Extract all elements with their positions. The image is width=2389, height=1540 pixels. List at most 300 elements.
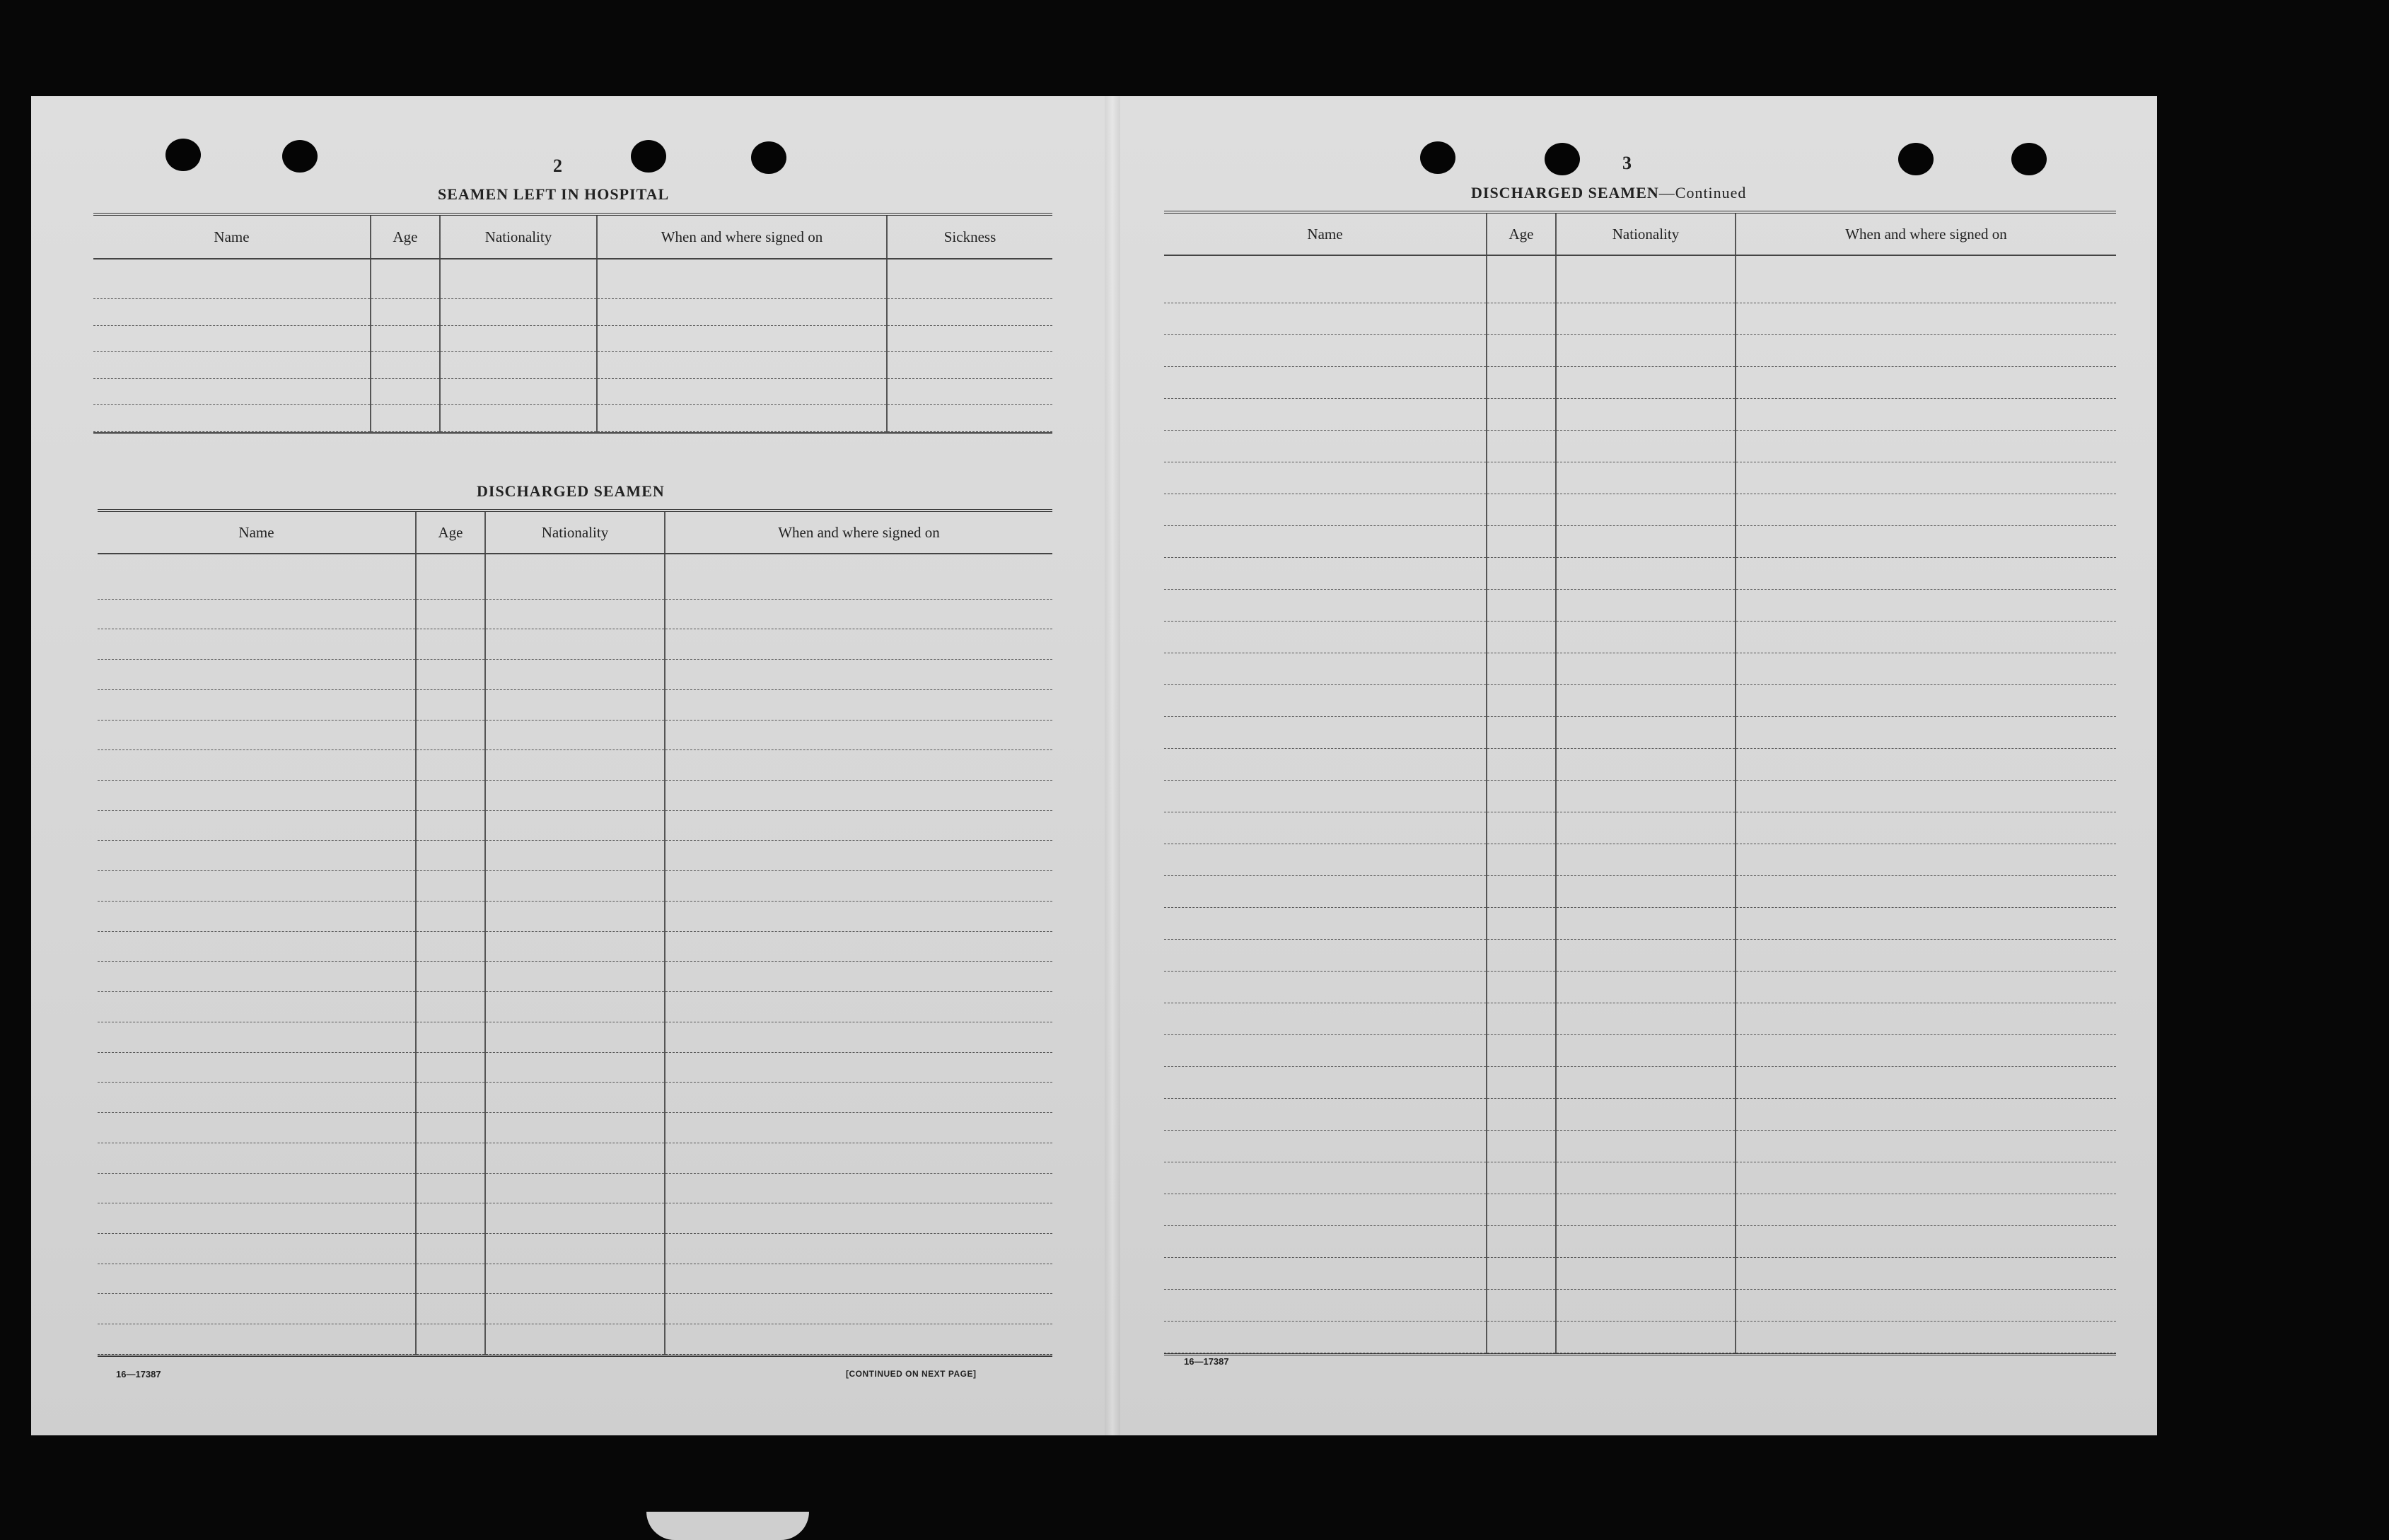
blank-cell[interactable] (1736, 1035, 2116, 1067)
blank-cell[interactable] (1556, 558, 1736, 590)
blank-cell[interactable] (416, 660, 485, 690)
blank-cell[interactable] (1736, 1290, 2116, 1322)
blank-cell[interactable] (485, 1234, 665, 1264)
blank-cell[interactable] (371, 352, 440, 379)
blank-cell[interactable] (1556, 1226, 1736, 1258)
blank-cell[interactable] (1487, 1035, 1556, 1067)
blank-cell[interactable] (1556, 844, 1736, 876)
blank-cell[interactable] (665, 962, 1052, 992)
blank-cell[interactable] (1736, 431, 2116, 462)
table-row (1164, 1290, 2116, 1322)
blank-cell[interactable] (371, 325, 440, 352)
blank-cell[interactable] (1487, 590, 1556, 622)
blank-cell[interactable] (1736, 399, 2116, 431)
column-header: Nationality (440, 216, 597, 259)
blank-cell[interactable] (416, 1234, 485, 1264)
blank-cell[interactable] (1736, 1194, 2116, 1226)
table-row (1164, 972, 2116, 1003)
blank-cell[interactable] (485, 962, 665, 992)
blank-cell[interactable] (98, 1052, 416, 1083)
blank-cell[interactable] (416, 1264, 485, 1294)
blank-cell[interactable] (98, 1264, 416, 1294)
blank-cell[interactable] (1556, 1290, 1736, 1322)
blank-cell[interactable] (1164, 1003, 1487, 1035)
blank-cell[interactable] (1487, 462, 1556, 494)
blank-cell[interactable] (1487, 335, 1556, 367)
blank-cell[interactable] (416, 1203, 485, 1234)
blank-cell[interactable] (1736, 1226, 2116, 1258)
blank-cell[interactable] (1164, 1226, 1487, 1258)
blank-cell[interactable] (93, 298, 371, 325)
blank-cell[interactable] (1736, 526, 2116, 558)
blank-cell[interactable] (1487, 431, 1556, 462)
table-row (98, 1324, 1052, 1355)
blank-cell[interactable] (1487, 1099, 1556, 1131)
blank-cell[interactable] (665, 1083, 1052, 1113)
blank-cell[interactable] (1736, 303, 2116, 335)
blank-cell[interactable] (485, 901, 665, 931)
table-row (98, 720, 1052, 750)
blank-cell[interactable] (1556, 1099, 1736, 1131)
blank-cell[interactable] (416, 931, 485, 962)
blank-cell[interactable] (1164, 558, 1487, 590)
blank-cell[interactable] (1556, 1162, 1736, 1194)
blank-cell[interactable] (1164, 431, 1487, 462)
blank-cell[interactable] (1487, 844, 1556, 876)
blank-cell[interactable] (665, 750, 1052, 781)
blank-cell[interactable] (93, 325, 371, 352)
blank-cell[interactable] (1736, 908, 2116, 940)
blank-cell[interactable] (371, 405, 440, 432)
blank-cell[interactable] (93, 259, 371, 298)
blank-cell[interactable] (440, 352, 597, 379)
blank-cell[interactable] (1736, 255, 2116, 303)
table-row (1164, 526, 2116, 558)
blank-cell[interactable] (665, 1203, 1052, 1234)
blank-cell[interactable] (597, 325, 887, 352)
blank-cell[interactable] (1487, 303, 1556, 335)
blank-cell[interactable] (1487, 908, 1556, 940)
blank-cell[interactable] (1556, 1322, 1736, 1353)
blank-cell[interactable] (98, 1022, 416, 1052)
blank-cell[interactable] (98, 901, 416, 931)
blank-cell[interactable] (1556, 908, 1736, 940)
blank-cell[interactable] (485, 1264, 665, 1294)
blank-cell[interactable] (665, 992, 1052, 1022)
blank-cell[interactable] (440, 325, 597, 352)
blank-cell[interactable] (485, 599, 665, 629)
blank-cell[interactable] (485, 750, 665, 781)
blank-cell[interactable] (1487, 1226, 1556, 1258)
blank-cell[interactable] (98, 660, 416, 690)
blank-cell[interactable] (665, 1294, 1052, 1324)
blank-cell[interactable] (1487, 1067, 1556, 1099)
blank-cell[interactable] (1487, 1131, 1556, 1162)
table-row (98, 901, 1052, 931)
blank-cell[interactable] (1164, 749, 1487, 781)
blank-cell[interactable] (485, 931, 665, 962)
blank-cell[interactable] (416, 1143, 485, 1173)
blank-cell[interactable] (485, 841, 665, 871)
blank-cell[interactable] (1164, 590, 1487, 622)
blank-cell[interactable] (1556, 526, 1736, 558)
table-row (1164, 255, 2116, 303)
blank-cell[interactable] (416, 962, 485, 992)
blank-cell[interactable] (1164, 1290, 1487, 1322)
blank-cell[interactable] (1556, 335, 1736, 367)
blank-cell[interactable] (1164, 494, 1487, 526)
blank-cell[interactable] (416, 871, 485, 902)
blank-cell[interactable] (1736, 462, 2116, 494)
blank-cell[interactable] (1556, 1131, 1736, 1162)
table-row (98, 660, 1052, 690)
blank-cell[interactable] (1556, 367, 1736, 399)
blank-cell[interactable] (887, 298, 1052, 325)
blank-cell[interactable] (1556, 431, 1736, 462)
blank-cell[interactable] (1736, 1099, 2116, 1131)
blank-cell[interactable] (665, 554, 1052, 599)
blank-cell[interactable] (1487, 399, 1556, 431)
table-row (1164, 1162, 2116, 1194)
blank-cell[interactable] (665, 871, 1052, 902)
blank-cell[interactable] (665, 841, 1052, 871)
blank-cell[interactable] (1164, 844, 1487, 876)
blank-cell[interactable] (1736, 685, 2116, 717)
blank-cell[interactable] (1164, 876, 1487, 908)
blank-cell[interactable] (440, 259, 597, 298)
table-row (98, 962, 1052, 992)
hospital-table (93, 213, 1052, 434)
table-row (98, 810, 1052, 841)
blank-cell[interactable] (98, 1143, 416, 1173)
blank-cell[interactable] (1736, 335, 2116, 367)
blank-cell[interactable] (665, 1324, 1052, 1355)
blank-cell[interactable] (98, 750, 416, 781)
blank-cell[interactable] (1556, 1258, 1736, 1290)
blank-cell[interactable] (98, 1083, 416, 1113)
blank-cell[interactable] (1736, 653, 2116, 685)
blank-cell[interactable] (1487, 1258, 1556, 1290)
blank-cell[interactable] (485, 1294, 665, 1324)
blank-cell[interactable] (1164, 972, 1487, 1003)
blank-cell[interactable] (98, 781, 416, 811)
blank-cell[interactable] (1487, 972, 1556, 1003)
blank-cell[interactable] (1164, 1194, 1487, 1226)
blank-cell[interactable] (665, 1143, 1052, 1173)
table-row (1164, 1067, 2116, 1099)
blank-cell[interactable] (597, 259, 887, 298)
blank-cell[interactable] (485, 689, 665, 720)
blank-cell[interactable] (416, 1113, 485, 1143)
blank-cell[interactable] (485, 554, 665, 599)
blank-cell[interactable] (485, 1324, 665, 1355)
blank-cell[interactable] (597, 298, 887, 325)
blank-cell[interactable] (1487, 1162, 1556, 1194)
blank-cell[interactable] (1164, 1258, 1487, 1290)
blank-cell[interactable] (485, 810, 665, 841)
blank-cell[interactable] (1556, 1194, 1736, 1226)
blank-cell[interactable] (1736, 1067, 2116, 1099)
blank-cell[interactable] (1487, 1290, 1556, 1322)
blank-cell[interactable] (887, 405, 1052, 432)
blank-cell[interactable] (1487, 685, 1556, 717)
blank-cell[interactable] (1487, 812, 1556, 844)
blank-cell[interactable] (416, 689, 485, 720)
blank-cell[interactable] (416, 1052, 485, 1083)
blank-cell[interactable] (98, 1203, 416, 1234)
blank-cell[interactable] (485, 1143, 665, 1173)
discharged-continued-title-main: DISCHARGED SEAMEN (1471, 184, 1659, 202)
continued-note: [CONTINUED ON NEXT PAGE] (846, 1369, 977, 1379)
blank-cell[interactable] (1164, 1035, 1487, 1067)
blank-cell[interactable] (1736, 844, 2116, 876)
blank-cell[interactable] (1487, 1322, 1556, 1353)
blank-cell[interactable] (1487, 622, 1556, 653)
blank-cell[interactable] (1736, 494, 2116, 526)
blank-cell[interactable] (1164, 622, 1487, 653)
blank-cell[interactable] (1736, 558, 2116, 590)
blank-cell[interactable] (93, 405, 371, 432)
blank-cell[interactable] (98, 554, 416, 599)
table-row (98, 689, 1052, 720)
blank-cell[interactable] (1736, 781, 2116, 812)
blank-cell[interactable] (485, 1173, 665, 1203)
blank-cell[interactable] (665, 599, 1052, 629)
blank-cell[interactable] (1487, 940, 1556, 972)
blank-cell[interactable] (98, 1113, 416, 1143)
blank-cell[interactable] (1164, 526, 1487, 558)
blank-cell[interactable] (665, 931, 1052, 962)
blank-cell[interactable] (1487, 749, 1556, 781)
blank-cell[interactable] (1487, 367, 1556, 399)
table-row (1164, 685, 2116, 717)
blank-cell[interactable] (665, 1173, 1052, 1203)
blank-cell[interactable] (1736, 622, 2116, 653)
blank-cell[interactable] (416, 750, 485, 781)
table-row (1164, 1035, 2116, 1067)
blank-cell[interactable] (485, 871, 665, 902)
blank-cell[interactable] (665, 629, 1052, 660)
blank-cell[interactable] (1164, 653, 1487, 685)
blank-cell[interactable] (98, 689, 416, 720)
blank-cell[interactable] (98, 629, 416, 660)
blank-cell[interactable] (665, 781, 1052, 811)
blank-cell[interactable] (416, 720, 485, 750)
blank-cell[interactable] (1736, 367, 2116, 399)
blank-cell[interactable] (1164, 717, 1487, 749)
blank-cell[interactable] (1556, 1003, 1736, 1035)
blank-cell[interactable] (1164, 367, 1487, 399)
blank-cell[interactable] (1164, 908, 1487, 940)
blank-cell[interactable] (1164, 1322, 1487, 1353)
table-row (1164, 303, 2116, 335)
blank-cell[interactable] (1164, 255, 1487, 303)
table-row (93, 325, 1052, 352)
blank-cell[interactable] (1736, 717, 2116, 749)
blank-cell[interactable] (1164, 1067, 1487, 1099)
blank-cell[interactable] (597, 378, 887, 405)
blank-cell[interactable] (1556, 876, 1736, 908)
blank-cell[interactable] (1556, 622, 1736, 653)
blank-cell[interactable] (1736, 1258, 2116, 1290)
blank-cell[interactable] (485, 781, 665, 811)
blank-cell[interactable] (1556, 303, 1736, 335)
blank-cell[interactable] (1736, 876, 2116, 908)
blank-cell[interactable] (416, 781, 485, 811)
blank-cell[interactable] (1556, 1067, 1736, 1099)
blank-cell[interactable] (485, 1203, 665, 1234)
blank-cell[interactable] (1556, 653, 1736, 685)
blank-cell[interactable] (1487, 717, 1556, 749)
blank-cell[interactable] (1736, 1003, 2116, 1035)
blank-cell[interactable] (93, 352, 371, 379)
blank-cell[interactable] (98, 962, 416, 992)
blank-cell[interactable] (1164, 335, 1487, 367)
blank-cell[interactable] (1164, 940, 1487, 972)
blank-cell[interactable] (485, 1083, 665, 1113)
blank-cell[interactable] (1487, 494, 1556, 526)
blank-cell[interactable] (485, 1022, 665, 1052)
blank-cell[interactable] (416, 1083, 485, 1113)
blank-cell[interactable] (485, 720, 665, 750)
blank-cell[interactable] (440, 378, 597, 405)
blank-cell[interactable] (98, 1324, 416, 1355)
blank-cell[interactable] (665, 660, 1052, 690)
blank-cell[interactable] (1736, 1162, 2116, 1194)
blank-cell[interactable] (1556, 685, 1736, 717)
blank-cell[interactable] (371, 259, 440, 298)
blank-cell[interactable] (98, 931, 416, 962)
blank-cell[interactable] (98, 720, 416, 750)
blank-cell[interactable] (440, 405, 597, 432)
blank-cell[interactable] (665, 1052, 1052, 1083)
blank-cell[interactable] (1487, 653, 1556, 685)
blank-cell[interactable] (665, 901, 1052, 931)
blank-cell[interactable] (416, 629, 485, 660)
blank-cell[interactable] (416, 1022, 485, 1052)
column-header: Age (371, 216, 440, 259)
blank-cell[interactable] (416, 841, 485, 871)
blank-cell[interactable] (485, 660, 665, 690)
blank-cell[interactable] (1556, 781, 1736, 812)
blank-cell[interactable] (1736, 590, 2116, 622)
blank-cell[interactable] (1164, 781, 1487, 812)
blank-cell[interactable] (887, 352, 1052, 379)
blank-cell[interactable] (1164, 303, 1487, 335)
blank-cell[interactable] (1736, 749, 2116, 781)
blank-cell[interactable] (1556, 590, 1736, 622)
blank-cell[interactable] (597, 405, 887, 432)
blank-cell[interactable] (1556, 717, 1736, 749)
blank-cell[interactable] (98, 1234, 416, 1264)
paper-tab (646, 1512, 809, 1540)
blank-cell[interactable] (1487, 526, 1556, 558)
blank-cell[interactable] (485, 1052, 665, 1083)
blank-cell[interactable] (1736, 940, 2116, 972)
blank-cell[interactable] (1556, 1035, 1736, 1067)
blank-cell[interactable] (98, 841, 416, 871)
blank-cell[interactable] (1164, 1131, 1487, 1162)
blank-cell[interactable] (416, 554, 485, 599)
column-header: Name (93, 216, 371, 259)
blank-cell[interactable] (440, 298, 597, 325)
blank-cell[interactable] (665, 1113, 1052, 1143)
blank-cell[interactable] (887, 259, 1052, 298)
blank-cell[interactable] (665, 689, 1052, 720)
blank-cell[interactable] (98, 810, 416, 841)
blank-cell[interactable] (1487, 558, 1556, 590)
page-fold (1105, 96, 1120, 1435)
blank-cell[interactable] (98, 992, 416, 1022)
discharged-continued-suffix: —Continued (1658, 184, 1747, 202)
blank-cell[interactable] (416, 1173, 485, 1203)
blank-cell[interactable] (1736, 1322, 2116, 1353)
blank-cell[interactable] (1164, 685, 1487, 717)
blank-cell[interactable] (98, 1294, 416, 1324)
blank-cell[interactable] (416, 1324, 485, 1355)
blank-cell[interactable] (416, 901, 485, 931)
blank-cell[interactable] (1556, 494, 1736, 526)
blank-cell[interactable] (1487, 1194, 1556, 1226)
blank-cell[interactable] (1487, 1003, 1556, 1035)
blank-cell[interactable] (416, 810, 485, 841)
table-row (98, 1203, 1052, 1234)
blank-cell[interactable] (1487, 255, 1556, 303)
blank-cell[interactable] (98, 1173, 416, 1203)
blank-cell[interactable] (416, 1294, 485, 1324)
blank-cell[interactable] (665, 1264, 1052, 1294)
blank-cell[interactable] (665, 1022, 1052, 1052)
blank-cell[interactable] (1556, 255, 1736, 303)
table-row (1164, 1194, 2116, 1226)
blank-cell[interactable] (1556, 940, 1736, 972)
blank-cell[interactable] (887, 378, 1052, 405)
blank-cell[interactable] (1164, 399, 1487, 431)
blank-cell[interactable] (665, 1234, 1052, 1264)
blank-cell[interactable] (1164, 1099, 1487, 1131)
blank-cell[interactable] (93, 378, 371, 405)
blank-cell[interactable] (1556, 462, 1736, 494)
blank-cell[interactable] (1736, 972, 2116, 1003)
punch-hole (751, 141, 786, 174)
blank-cell[interactable] (1487, 781, 1556, 812)
blank-cell[interactable] (1164, 462, 1487, 494)
blank-cell[interactable] (485, 1113, 665, 1143)
blank-cell[interactable] (371, 378, 440, 405)
blank-cell[interactable] (98, 871, 416, 902)
blank-cell[interactable] (1164, 1162, 1487, 1194)
blank-cell[interactable] (416, 599, 485, 629)
blank-cell[interactable] (665, 720, 1052, 750)
blank-cell[interactable] (1556, 812, 1736, 844)
blank-cell[interactable] (887, 325, 1052, 352)
column-header: Nationality (1556, 214, 1736, 255)
blank-cell[interactable] (416, 992, 485, 1022)
blank-cell[interactable] (98, 599, 416, 629)
blank-cell[interactable] (1164, 812, 1487, 844)
blank-cell[interactable] (1736, 812, 2116, 844)
blank-cell[interactable] (485, 992, 665, 1022)
blank-cell[interactable] (1556, 399, 1736, 431)
blank-cell[interactable] (665, 810, 1052, 841)
blank-cell[interactable] (485, 629, 665, 660)
blank-cell[interactable] (1556, 749, 1736, 781)
blank-cell[interactable] (1556, 972, 1736, 1003)
blank-cell[interactable] (1736, 1131, 2116, 1162)
blank-cell[interactable] (371, 298, 440, 325)
blank-cell[interactable] (597, 352, 887, 379)
blank-cell[interactable] (1487, 876, 1556, 908)
